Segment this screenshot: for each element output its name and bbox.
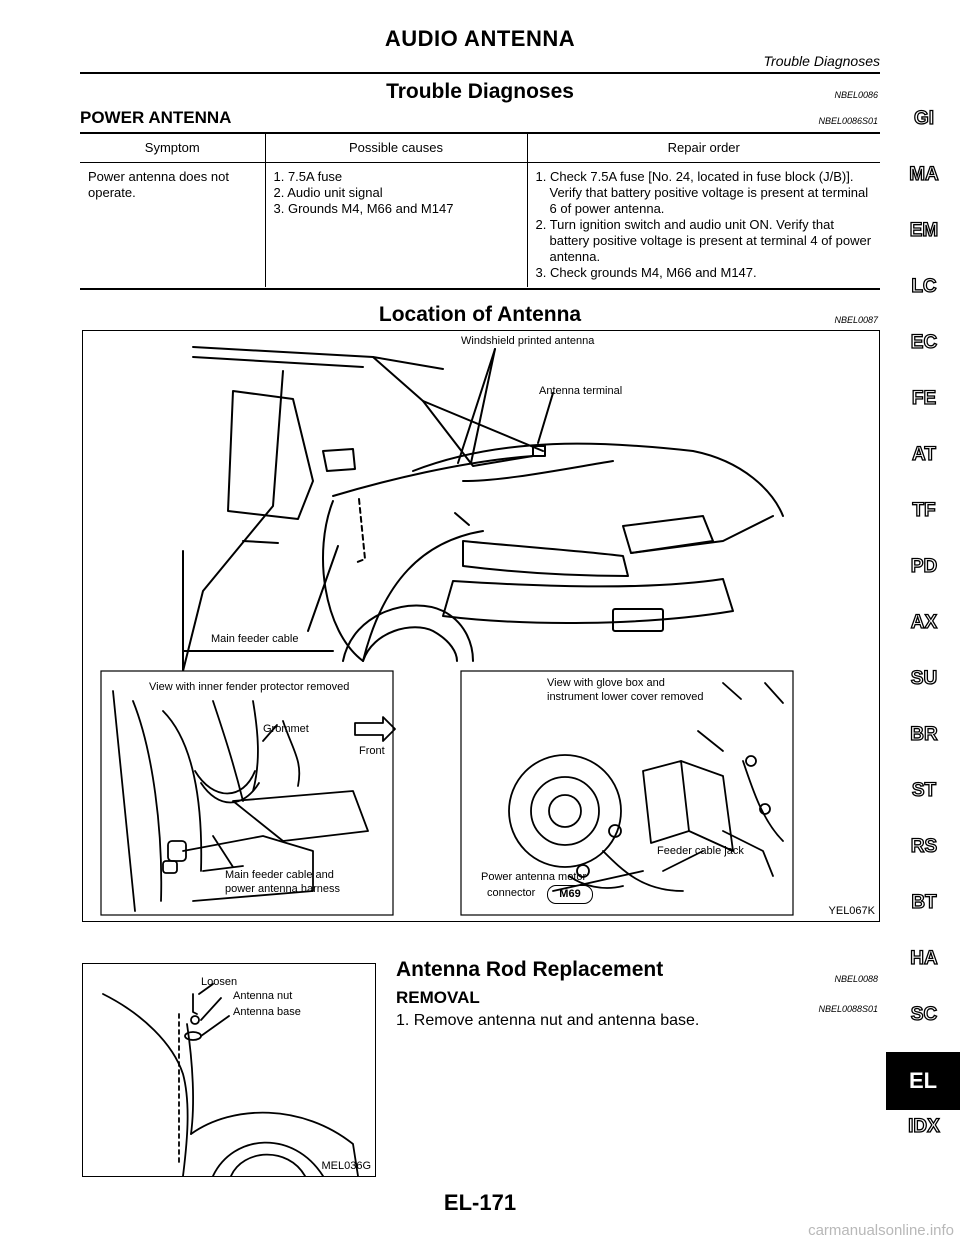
page-header-title: AUDIO ANTENNA [384,26,576,51]
trouble-diagnoses-table [80,134,880,287]
antenna-rod-figure [82,963,376,1177]
tab-fe[interactable]: FE [911,388,937,409]
table-cell-symptom: Power antenna does not operate. [88,169,229,200]
repair-item: 2. Turn ignition switch and audio unit ON. Verify that battery positive voltage is present at terminal 4 of power antenna. [535,217,872,264]
label-harness-line-2: power antenna harness [225,883,340,895]
watermark: carmanualsonline.info [808,1222,954,1239]
label-inner-fender-view: View with inner fender protector removed [149,681,350,693]
subsection-title-removal: REMOVAL [396,988,480,1007]
table-header-causes: Possible causes [265,134,527,163]
label-feeder-cable-jack: Feeder cable jack [657,845,744,857]
label-harness-line-1: Main feeder cable and [225,869,334,881]
section-title-location: Location of Antenna [378,303,582,326]
cause-item: 2. Audio unit signal [273,185,383,200]
label-antenna-nut: Antenna nut [233,990,293,1002]
label-antenna-terminal: Antenna terminal [539,385,623,397]
table-cell-causes [265,163,527,288]
section-code: NBEL0087 [834,315,878,325]
table-cell-repair [527,163,880,288]
section-code: NBEL0086 [834,90,878,100]
connector-badge-m69: M69 [547,885,593,904]
tab-tf[interactable]: TF [912,500,936,521]
tab-st[interactable]: ST [911,780,937,801]
tab-br[interactable]: BR [910,724,938,745]
figure-id: YEL067K [828,905,875,917]
label-front: Front [359,745,385,757]
label-windshield-antenna: Windshield printed antenna [461,335,595,347]
antenna-base-illustration [83,964,375,1176]
tab-bt[interactable]: BT [911,892,937,913]
label-antenna-base: Antenna base [233,1006,301,1018]
tab-lc[interactable]: LC [911,276,937,297]
label-glove-box-view-2: instrument lower cover removed [547,691,704,703]
tab-ha[interactable]: HA [910,948,938,969]
tab-pd[interactable]: PD [910,556,938,577]
figure-id: MEL036G [321,1160,371,1172]
tab-at[interactable]: AT [912,444,936,465]
section-title-trouble-diagnoses: Trouble Diagnoses [386,80,574,103]
table-row [80,163,880,288]
label-main-feeder-cable: Main feeder cable [211,633,299,645]
table-header-symptom: Symptom [80,134,265,163]
label-grommet: Grommet [263,723,309,735]
page-header-subtitle: Trouble Diagnoses [763,53,880,69]
subsection-code: NBEL0086S01 [818,116,878,126]
tab-el[interactable]: EL [886,1052,960,1110]
header-rule [80,72,880,74]
section-code: NBEL0088 [834,974,878,984]
label-loosen: Loosen [201,976,238,988]
table-header-repair: Repair order [527,134,880,163]
tab-ma[interactable]: MA [909,164,939,185]
cause-item: 1. 7.5A fuse [273,169,343,184]
tab-ax[interactable]: AX [910,612,938,633]
label-motor-connector-1: Power antenna motor [481,871,587,883]
table-bottom-rule [80,288,880,290]
label-motor-connector-2: connector [487,887,536,899]
tab-sc[interactable]: SC [910,1004,938,1025]
cause-item: 3. Grounds M4, M66 and M147 [273,201,454,216]
removal-step-1: 1. Remove antenna nut and antenna base. [396,1012,700,1029]
tab-idx[interactable]: IDX [908,1116,940,1137]
label-glove-box-view-1: View with glove box and [547,677,665,689]
antenna-location-figure [82,330,880,922]
vehicle-illustration [83,331,879,921]
tab-ec[interactable]: EC [910,332,938,353]
subsection-code: NBEL0088S01 [818,1004,878,1014]
subsection-title-power-antenna: POWER ANTENNA [80,108,232,127]
tab-em[interactable]: EM [909,220,939,241]
repair-item: 3. Check grounds M4, M66 and M147. [535,265,757,280]
section-title-antenna-rod-replacement: Antenna Rod Replacement [396,958,664,981]
tab-gi[interactable]: GI [913,108,935,129]
tab-rs[interactable]: RS [910,836,938,857]
tab-su[interactable]: SU [910,668,938,689]
repair-item: 1. Check 7.5A fuse [No. 24, located in fuse block (J/B)]. Verify that battery positive voltage is present at terminal 6 of power antenna. [535,169,869,216]
page-number: EL-171 [443,1190,517,1215]
